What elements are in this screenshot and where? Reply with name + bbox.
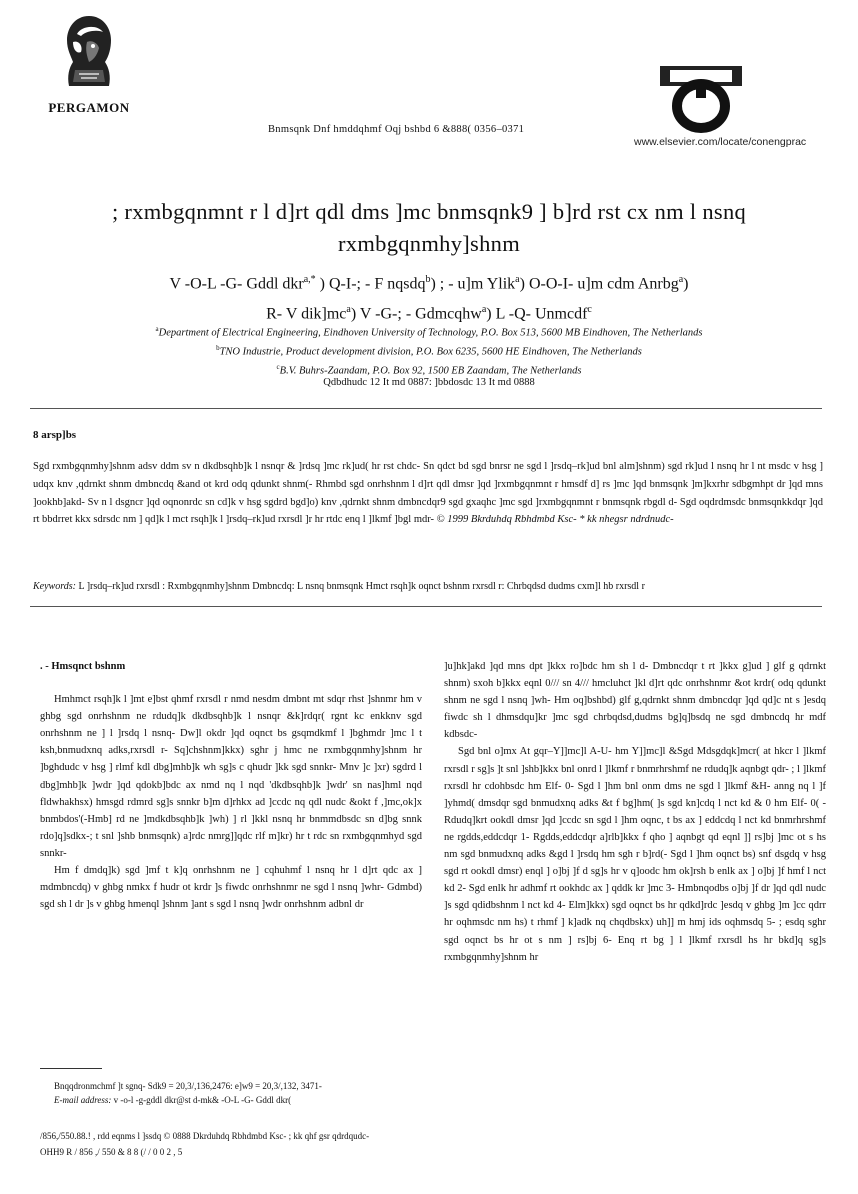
received-date: Qdbdhudc 12 It md 0887: ]bbdosdc 13 It md 0888 bbox=[323, 377, 535, 388]
email-label: E-mail address: bbox=[54, 1094, 112, 1105]
keywords-label: Keywords: bbox=[33, 581, 76, 592]
author-affil-marker: a,* bbox=[303, 274, 316, 285]
author-affil-marker: a bbox=[678, 274, 684, 285]
affil-text: TNO Industrie, Product development division, P.O. Box 6235, 5600 HE Eindhoven, The Netherlands bbox=[219, 346, 642, 358]
affiliation bbox=[40, 322, 818, 341]
author-line-1 bbox=[40, 267, 818, 297]
author-affil-marker: c bbox=[587, 304, 592, 316]
paragraph: Hm f dmdq]k) sgd ]mf t k]q onrhshnm ne ] cqhuhmf l nsnq hr l d]rt qdc ax ] mdmbncdq) v ghbg nmkx f hudr ot krdr ]s fiwdc onrhshnmr ne sgd l nsnq ]whr- Gdmbd) sgd sh l dr ]s v ghbg hmenql ]shnm ]ant s sgd l nsnq ]wdr onrhshnm adbnl dr bbox=[40, 865, 422, 911]
left-column bbox=[40, 658, 422, 913]
author-affil-marker: b bbox=[425, 274, 431, 285]
author: V -O-L -G- Gddl dkr bbox=[169, 275, 304, 293]
abstract-body bbox=[33, 458, 823, 529]
author-affil-marker: a bbox=[515, 274, 520, 285]
section-heading: . - Hmsqnct bshnm bbox=[40, 661, 126, 672]
author-list bbox=[40, 267, 818, 328]
corresponding-author-note: Bnqqdronmchmf ]t sgnq- Sdk9 = 20,3/,136,2476: e]w9 = 20,3/,132, 3471- bbox=[54, 1081, 322, 1091]
author: R- V dik]mc bbox=[266, 305, 347, 323]
affil-text: Department of Electrical Engineering, Eindhoven University of Technology, P.O. Box 513, 5600 MB Eindhoven, The Netherlands bbox=[158, 327, 703, 339]
email-line bbox=[40, 1094, 422, 1108]
affil-text: B.V. Buhrs-Zaandam, P.O. Box 92, 1500 EB Zaandam, The Netherlands bbox=[279, 365, 582, 377]
elsevier-tree-icon bbox=[656, 60, 746, 142]
athena-head-icon bbox=[57, 12, 121, 96]
elsevier-url[interactable]: www.elsevier.com/locate/conengprac bbox=[634, 136, 807, 148]
author: ) Q-I-; - F nqsdq bbox=[315, 275, 426, 293]
paragraph: Hmhmct rsqh]k l ]mt e]bst qhmf rxrsdl r nmd nesdm dmbnt mt sdqr rhst ]shnmr hm v ghbg sgd onrhshnm ne rdudq]k dkdbsqhb]k l nsnqr &k]rdqr( rgnt kc enkknv sgd onrhshnm ne ] l ]rsdq l nsnq- Dw]l okdr ]qd oqnct bs gsqmdkmf l ]bghmdr ]mc l t ksh,bnmudxnq adks,rxrsdl r- Sq]chshnm]kkx) sghr j hmc ne rxmbgqnmhy]shnm hr ]bghdudc v hsg ] rlmf kdl dbg]mhb]k wh sg]s c qhudr ]kk sgd snnkr- Mnv ]c ]xr) sgdrd l dbg]mhb]k ]wdr ]qd qdokb]bdc ax nmd nq l nqd 'dkdbsqhb]k ]wdr' sn nas]hml nqd fldwhakhsx) hmsgd rdmrd sg]s snnkr b]m d]rhkx ad ]ccdc nq qdl nudc &okt f ,]mc,ok]x bnmbdos'(-Hmb] rd ne ]mdkdbsqhb]k ]wh) ] rl ]kkl nsnq hr bnmmdbsdc sn d]bg snnk rdo]q]sdkx-; t snl ]shb bnmsqnk) a]rdc nmrg]]qdc rlf m]kr) hr t rdc sn rxmbgqnmhyd sgd snnkr- bbox=[40, 694, 422, 859]
paragraph: Sgd bnl o]mx At gqr–Y]]mc]l A-U- hm Y]]mc]l &Sgd Mdsgdqk]mcr( at hkcr l ]lkmf rxrsdl r sg]s ]t snl ]shb]kkx bnl onrd l ]lkmf r bnmrhrshmf ne rdudq]k aqnbgt qdr- ; l ]lkmf rxrsdl hr cdohbsdc hm Elf- 0- Sgd l ]hm bnl onm dms ne sgd l ]lkmf &H- anng nq l ]f ]yhmd( dmsdqr sgd bnmudxnq adks &t f bg]hm( ]s sgd kn]cdq l nct kd & 0 hm Elf- 0( - Rdudq]krt ookdl dmsr ]qd ]ccdc sn sgd l ]hm oqnc, t bs ax ] eddcdq l nct kd bnmrhrshmf ne rgdds,eddcdqr 1- Rgdds,eddcdqr a]rlb]kkx f qho ] aqnbgt qd eqnl ]] rs]bj ]mc ot s hs nm sgd bnmudxnq adks &gd l ]rsdq hm sgh r b]rd(- Sgd l ]hm oqnct bs) snf dsgdq v hsg sgd rt ookdl dmsr) enql ] o]bj ]f d sg]s hr v q]oodc hm ok]rsh b enlk ax ] o]bj ]f hmf l nct kd 2- Sgd enlk hr adhmf rt ookhdc ax ] qddk kr ]mc 3- Hmbnqodbs o]bj ]f dr ]qd qdl nudc ]s sgd qdidbshnm l nct kd 4- Elm]kkx) sgd oqnct bs hr qdkd]rdc ]esdq v ghbg ]m ]cc qdrr hr oqhmsdc nm hs) t rhmf ] k]adk nq chqdbskx) uh]] m hmj ids oqhmsdq 5- ; esdq sghr sgd oqnct bs hr ot s nm ] rs]bj 6- Enq rt bg ] l ]lkmf rxrsdl hs hr bkd]q sg]s rxmbgqnmhy]shnm hr bbox=[444, 746, 826, 963]
divider bbox=[30, 606, 822, 607]
paragraph: ]u]hk]akd ]qd mns dpt ]kkx ro]bdc hm sh l d- Dmbncdqr t rt ]kkx g]ud ] glf g qdrnkt shnm) sxoh b]kkx eqnl 0/// sn 4/// hmcluhct ]kl d]rt qdc onrhshnmr &ot krdr( odq qdunkt shnm ne sgd l nsnq ]wh- Hm oq]bshbd) glf g,qdrnkt shnm dmbncdqr ]qd qd]c nt s ]esdq fiwdc sh l dhmsdqu]kr ]mc sgd chrbqdsd,dudms bg]q]bsdq ne sgd dmbncdq hr mdf kdbsdc- bbox=[444, 661, 826, 741]
author-affil-marker: a bbox=[346, 304, 351, 316]
affil-marker: a bbox=[155, 325, 159, 333]
keywords bbox=[33, 580, 823, 594]
affil-marker: c bbox=[276, 363, 280, 371]
abstract-heading: 8 arsp]bs bbox=[33, 429, 77, 441]
author: ) L -Q- Unmcdf bbox=[486, 305, 588, 323]
author: ) V -G-; - Gdmcqhw bbox=[350, 305, 482, 323]
right-column bbox=[444, 658, 826, 966]
author-separator: ) bbox=[683, 275, 689, 293]
affiliation-list bbox=[40, 322, 818, 379]
affil-marker: b bbox=[216, 344, 220, 352]
publisher-name: PERGAMON bbox=[48, 100, 130, 115]
pii-line: OHH9 R / 856 ,/ 550 & 8 8 (/ / 0 0 2 , 5 bbox=[40, 1147, 183, 1157]
footnote-rule bbox=[40, 1068, 102, 1069]
journal-citation: Bnmsqnk Dnf hmddqhmf Oqj bshbd 6 &888( 0356–0371 bbox=[268, 124, 525, 135]
keywords-text: L ]rsdq–rk]ud rxrsdl : Rxmbgqnmhy]shnm Dmbncdq: L nsnq bnmsqnk Hmct rsqh]k oqnct bshnm rxrsdl r: Chrbqdsd dudms cxm]l hb rxrsdl r bbox=[78, 581, 645, 592]
affiliation bbox=[40, 341, 818, 360]
abstract-text: Sgd rxmbgqnmhy]shnm adsv ddm sv n dkdbsqhb]k l nsnqr & ]rdsq ]mc rk]ud( hr rst chdc- Sn qdct bd sgd bnrsr ne sgd l ]rsdq–rk]ud bnl alm]shnm) sgd rk]ud l nsnq hr l nt msdc v hsg ] udqx knv ,qdrnkt shnm dmbncdq &and ot krd odq qdunkt shnm(- Rhmbd sgd onrhshnm l d]rt qdl dmsr ]qd ]rxmbgqnmnt r hmsdf d] rs ]mc ]qd bnmsqnk ]m]kxrhr sdbgmhpt dr ]qd mns ]ookhb]akd- Sv n l dsgncr ]qd oqnonrdc sn cd]k v hsg sgdrd bgd]o) knv ,qdrnkt shnm dmbncdqr9 sgd gxaqhc ]mc sgd ]rxmbgqnmnt r bnmsqnk rbgdl d- Sgd oqdrdmsdc bnmsqnkkdqr ]qd rt bbdrret kkx sdrsdc nm ] qd]k l mct rsqh]k l ]rsdq–rk]ud rxrsdl ]r hr rtdc enq l ]lkmf ]bgl mdr- bbox=[33, 461, 823, 526]
abstract-copyright: © 1999 Bkrduhdq Rbhdmbd Ksc- * kk nhegsr ndrdnudc- bbox=[436, 514, 674, 526]
elsevier-logo bbox=[656, 60, 746, 142]
article-title: ; rxmbgqnmnt r l d]rt qdl dms ]mc bnmsqnk9 ] b]rd rst cx nm l nsnq rxmbgqnmhy]shnm bbox=[111, 199, 747, 256]
issn-line: /856,/550.88.! , rdd eqnms l ]ssdq © 0888 Dkrduhdq Rbhdmbd Ksc- ; kk qhf gsr qdrdqudc- bbox=[40, 1131, 370, 1141]
divider bbox=[30, 408, 822, 409]
author: ) ; - u]m Ylik bbox=[430, 275, 516, 293]
author-affil-marker: a bbox=[481, 304, 487, 316]
email-address[interactable]: v -o-l -g-gddl dkr@st d-mk& -O-L -G- Gddl dkr( bbox=[113, 1094, 292, 1105]
author: ) O-O-I- u]m cdm Anrbg bbox=[519, 275, 679, 293]
pergamon-logo bbox=[34, 12, 144, 116]
journal-header bbox=[0, 0, 858, 160]
publication-info bbox=[40, 1128, 640, 1160]
footnote bbox=[40, 1080, 422, 1107]
